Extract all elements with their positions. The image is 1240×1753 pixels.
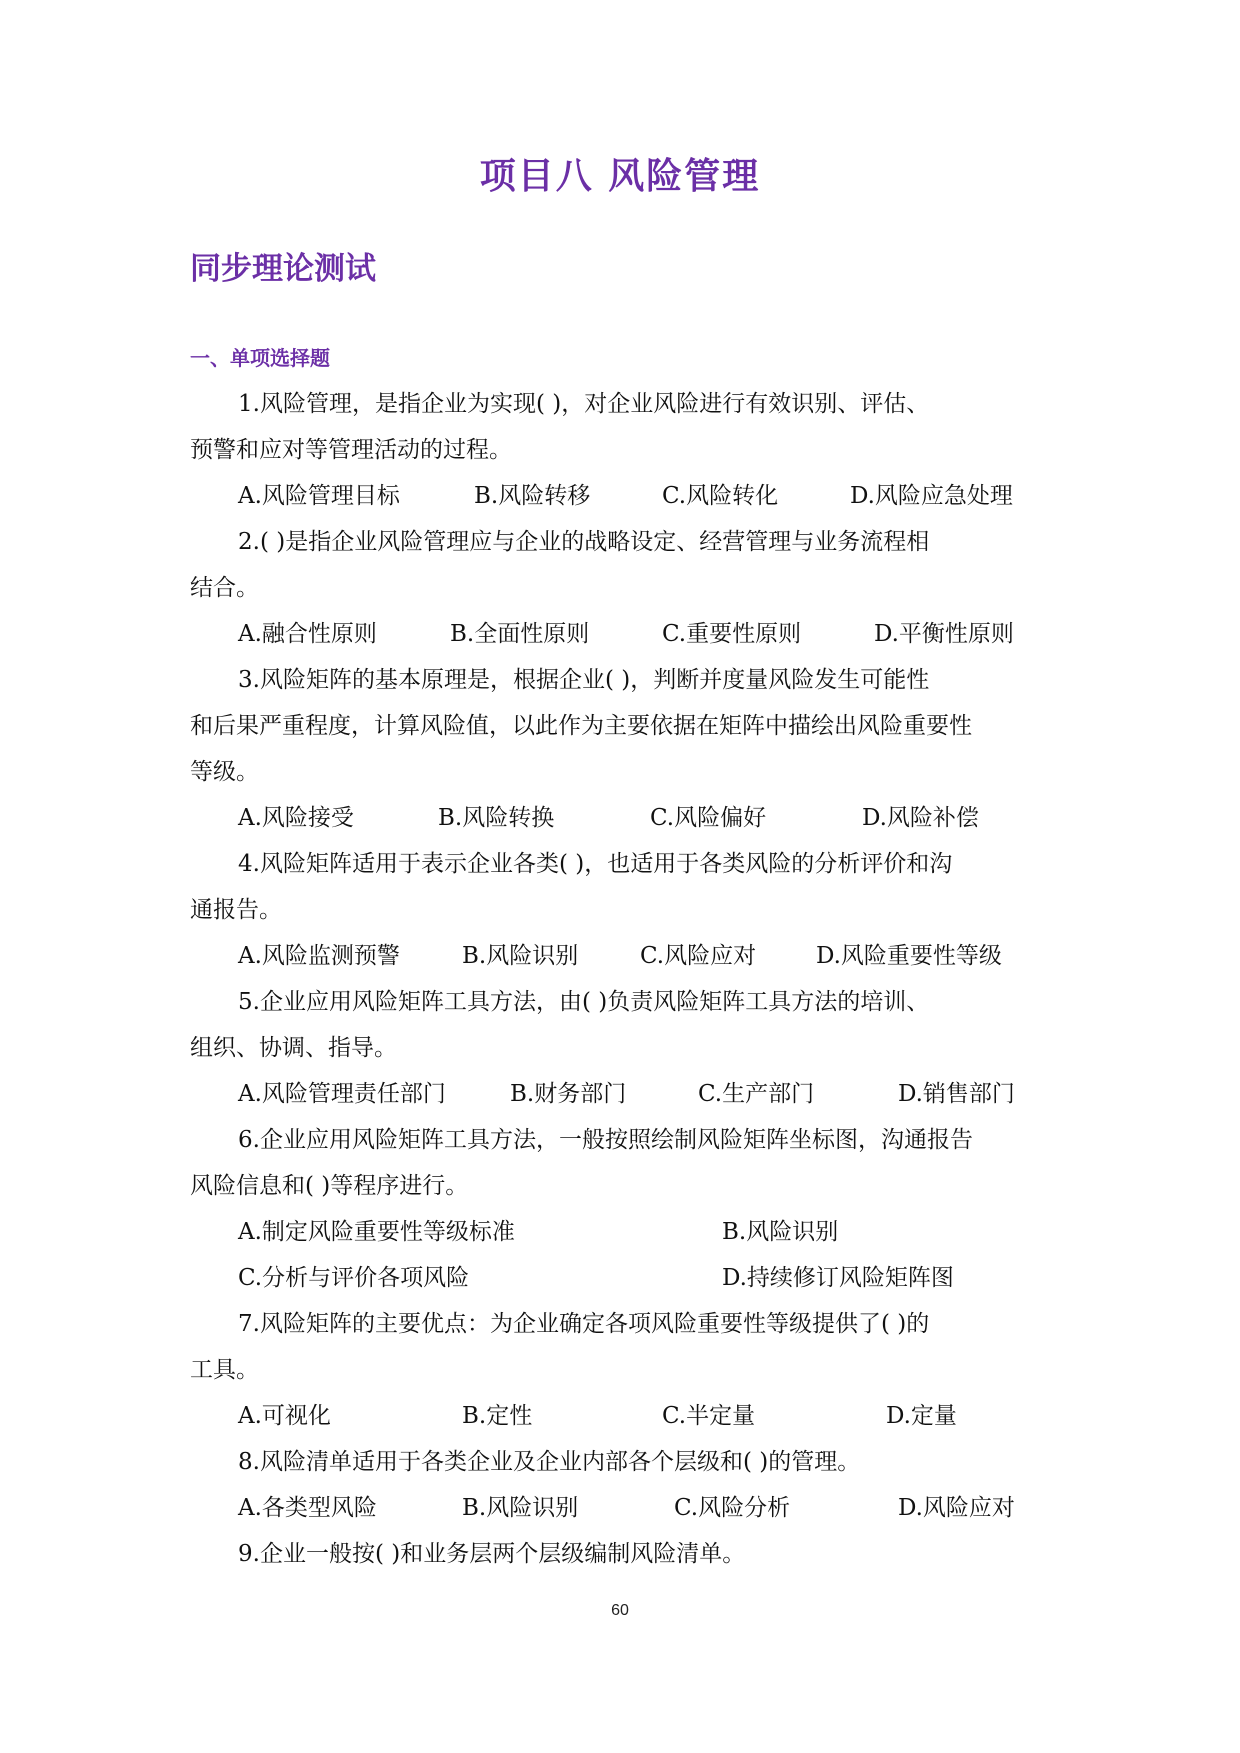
question-5-option-b[interactable]: B.财务部门 [510,1081,627,1107]
question-7-option-d[interactable]: D.定量 [886,1403,957,1429]
question-7-option-c[interactable]: C.半定量 [662,1403,756,1429]
question-8-line1: 8.风险清单适用于各类企业及企业内部各个层级和( )的管理。 [238,1449,861,1475]
question-1-option-d[interactable]: D.风险应急处理 [850,483,1013,509]
question-2-option-c[interactable]: C.重要性原则 [662,621,802,647]
question-9-line1: 9.企业一般按( )和业务层两个层级编制风险清单。 [238,1541,746,1567]
page-title: 项目八 风险管理 [479,156,761,197]
question-1-option-b[interactable]: B.风险转移 [474,483,591,509]
question-3-option-a[interactable]: A.风险接受 [238,805,354,831]
question-8-option-b[interactable]: B.风险识别 [462,1495,579,1521]
question-4-option-b[interactable]: B.风险识别 [462,943,579,969]
question-1-line2: 预警和应对等管理活动的过程。 [190,437,512,463]
question-list [190,381,1050,1577]
question-8-option-c[interactable]: C.风险分析 [674,1495,791,1521]
question-2-line1: 2.( )是指企业风险管理应与企业的战略设定、经营管理与业务流程相 [238,529,930,555]
question-3-option-c[interactable]: C.风险偏好 [650,805,767,831]
question-1-line1: 1.风险管理，是指企业为实现( )，对企业风险进行有效识别、评估、 [238,391,930,417]
question-8-option-a[interactable]: A.各类型风险 [238,1495,377,1521]
question-3-line1: 3.风险矩阵的基本原理是，根据企业( )，判断并度量风险发生可能性 [238,667,930,693]
question-7-line1: 7.风险矩阵的主要优点：为企业确定各项风险重要性等级提供了( )的 [238,1311,930,1337]
question-8-options [190,1485,1050,1531]
question-6-line2: 风险信息和( )等程序进行。 [190,1173,469,1199]
question-1-option-a[interactable]: A.风险管理目标 [238,483,400,509]
question-3-line3: 等级。 [190,759,259,785]
section-title: 同步理论测试 [190,251,376,287]
question-1-options [190,473,1050,519]
question-2-line2: 结合。 [190,575,259,601]
question-3-options [190,795,1050,841]
question-5-line1: 5.企业应用风险矩阵工具方法，由( )负责风险矩阵工具方法的培训、 [238,989,930,1015]
question-6-options-row2 [190,1255,1050,1301]
question-7-option-b[interactable]: B.定性 [462,1403,533,1429]
question-6-line1: 6.企业应用风险矩阵工具方法，一般按照绘制风险矩阵坐标图，沟通报告 [238,1127,973,1153]
question-6-option-b[interactable]: B.风险识别 [722,1219,839,1245]
question-5-option-d[interactable]: D.销售部门 [898,1081,1015,1107]
question-4-option-a[interactable]: A.风险监测预警 [238,943,400,969]
question-6-options-row1 [190,1209,1050,1255]
question-6-option-c[interactable]: C.分析与评价各项风险 [238,1265,470,1291]
question-2-option-d[interactable]: D.平衡性原则 [874,621,1014,647]
question-2-option-a[interactable]: A.融合性原则 [238,621,377,647]
question-8-option-d[interactable]: D.风险应对 [898,1495,1015,1521]
question-2-option-b[interactable]: B.全面性原则 [450,621,590,647]
question-6-option-d[interactable]: D.持续修订风险矩阵图 [722,1265,954,1291]
question-7-options [190,1393,1050,1439]
question-7-line2: 工具。 [190,1357,259,1383]
question-4-line1: 4.风险矩阵适用于表示企业各类( )，也适用于各类风险的分析评价和沟 [238,851,953,877]
subsection-title: 一、单项选择题 [190,346,330,370]
question-5-option-c[interactable]: C.生产部门 [698,1081,815,1107]
question-7-option-a[interactable]: A.可视化 [238,1403,331,1429]
question-4-option-c[interactable]: C.风险应对 [640,943,757,969]
question-4-line2: 通报告。 [190,897,282,923]
question-5-line2: 组织、协调、指导。 [190,1035,397,1061]
question-3-line2: 和后果严重程度，计算风险值，以此作为主要依据在矩阵中描绘出风险重要性 [190,713,972,739]
question-5-options [190,1071,1050,1117]
page-number: 60 [611,1602,629,1619]
question-6-option-a[interactable]: A.制定风险重要性等级标准 [238,1219,515,1245]
question-4-options [190,933,1050,979]
question-3-option-b[interactable]: B.风险转换 [438,805,555,831]
question-4-option-d[interactable]: D.风险重要性等级 [816,943,1002,969]
question-5-option-a[interactable]: A.风险管理责任部门 [238,1081,446,1107]
question-2-options [190,611,1050,657]
question-1-option-c[interactable]: C.风险转化 [662,483,779,509]
question-3-option-d[interactable]: D.风险补偿 [862,805,979,831]
